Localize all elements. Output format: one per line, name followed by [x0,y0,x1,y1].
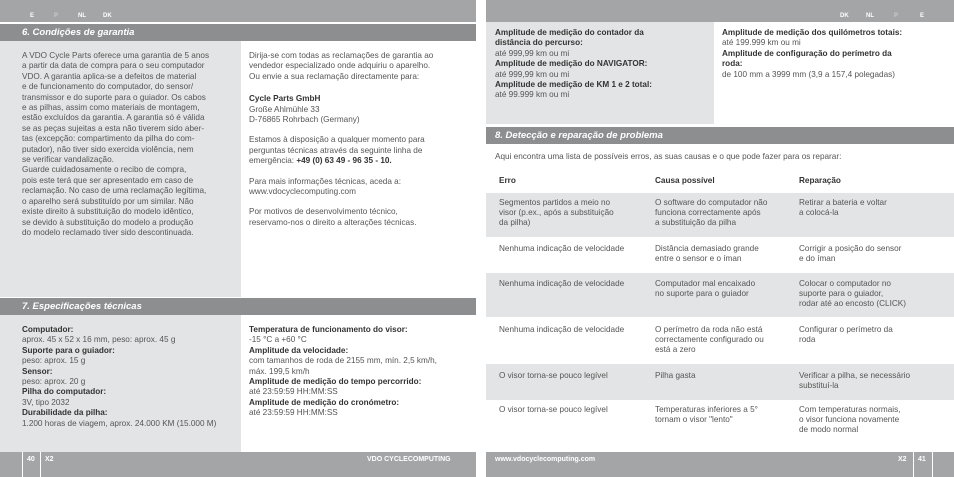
tab-nl[interactable]: NL [866,13,874,19]
row-causa: Temperaturas inferiores a 5° tornam o visor "lento" [655,405,758,424]
row-erro: O visor torna-se pouco legível [499,405,608,414]
text-line: pois este terá que ser apresentado em caso de [22,175,194,185]
section-7-header [0,298,476,315]
page-gutter [476,0,486,22]
address-line: Große Ahlmühle 33 [249,104,320,114]
text-line: reservamo-nos o direito a alterações técnicas. [249,217,417,227]
spec-label: roda: [722,59,743,69]
troubleshoot-intro: Aqui encontra uma lista de possíveis erros, as suas causas e o que pode fazer para os reparar: [495,152,842,161]
text-line: do modelo reclamado tiver sido descontinuada. [22,227,194,237]
spec-value: até 199.999 km ou mi [722,38,801,48]
page-number-right: 41 [918,456,926,463]
text-line: existe direito à substituição do modelo idêntico, [22,207,194,217]
col-header-erro: Erro [499,176,516,185]
spec-value: -15 °C a +60 °C [249,335,307,345]
text-line: A VDO Cycle Parts oferece uma garantia de 5 anos [22,51,210,60]
row-erro: Nenhuma indicação de velocidade [499,325,625,334]
row-erro: Segmentos partidos a meio no visor (p.ex., após a substituição da pilha) [499,198,614,227]
phone-prefix: emergência: [249,156,297,166]
spec-value: aprox. 45 x 52 x 16 mm, peso: aprox. 45 g [22,335,176,345]
spec-value: até 999,99 km ou mi [495,69,570,79]
spec-label: Amplitude de medição do cronómetro: [249,397,400,407]
row-reparacao: Verificar a pilha, se necessário substituí-la [799,371,911,390]
text-line: perguntas técnicas através da seguinte linha de [249,145,423,155]
row-reparacao: Com temperaturas normais, o visor funciona novamente de modo normal [799,405,901,434]
text-line: estão excluídos da garantia. A garantia só é válida [22,113,205,123]
spec-label: Pilha do computador: [22,387,107,397]
spec-value: 1.200 horas de viagem, aprox. 24.000 KM (15.000 M) [22,418,217,428]
text-line: a partir da data de compra para o seu computador [22,61,205,71]
section-title: 7. Especificações técnicas [22,301,142,312]
warranty-contact [249,51,474,228]
row-reparacao: Configurar o perímetro da roda [799,325,893,344]
row-causa: Pilha gasta [655,371,696,380]
text-line: Dirija-se com todas as reclamações de garantia ao [249,51,434,60]
text-line: e de funcionamento do computador, do sensor/ [22,82,194,92]
spec-value: até 23:59:59 HH:MM:SS [249,408,338,418]
row-erro: O visor torna-se pouco legível [499,371,608,380]
text-line: e as pilhas, assim como materiais de montagem, [22,103,200,113]
spec-label: Amplitude de medição do tempo percorrido: [249,377,422,387]
col-header-reparacao: Reparação [799,176,841,185]
language-tabs-left [0,11,476,22]
spec-value: até 23:59:59 HH:MM:SS [249,387,338,397]
row-reparacao: Retirar a bateria e voltar a colocá-la [799,198,887,217]
spec-label: Durabilidade da pilha: [22,408,108,418]
spec-label: Sensor: [22,366,53,376]
text-line: vendedor especializado onde adquiriu o aparelho. [249,61,431,71]
text-line: se as peças sujeitas a esta não tiverem sido aber- [22,123,205,133]
spec-label: distância do percurso: [495,38,583,48]
section-title: 6. Condições de garantia [22,27,135,38]
language-tabs-right [486,11,954,22]
specs-col-1 [22,325,240,429]
website-footer-link[interactable]: www.vdocyclecomputing.com [495,456,596,463]
text-line: Estamos à disposição a qualquer momento para [249,135,425,145]
company-name: Cycle Parts GmbH [249,94,321,104]
text-line: Guarde cuidadosamente o recibo de compra, [22,165,187,175]
row-causa: Computador mal encaixado no suporte para o guiador [655,279,756,298]
section-8-header [486,127,954,144]
footer-divider [40,452,41,477]
specs-col-2 [249,325,475,419]
spec-label: Suporte para o guiador: [22,345,115,355]
tab-nl[interactable]: NL [78,13,86,19]
footer-divider [22,452,23,477]
text-line: putador), não tiver sido exercida violência, nem [22,144,194,154]
row-causa: Distância demasiado grande entre o sensor e o íman [655,244,759,263]
text-line: Para mais informações técnicas, aceda a: [249,176,401,186]
footer-divider [913,452,914,477]
tab-p[interactable]: P [894,13,899,19]
text-line: tas (excepção: compartimento da pilha do com- [22,134,195,144]
model-name-right: X2 [898,456,907,463]
row-causa: O perímetro da roda não está correctamente configurado ou está a zero [655,325,764,354]
spec-label: Amplitude de medição de KM 1 e 2 total: [495,80,652,90]
specs-right-col-1 [495,28,713,101]
spec-label: Amplitude de medição do contador da [495,28,644,37]
tab-dk[interactable]: DK [103,13,112,19]
address-line: D-76865 Rohrbach (Germany) [249,115,360,125]
text-line: VDO. A garantia aplica-se a defeitos de material [22,71,197,81]
spec-label: Amplitude da velocidade: [249,345,349,355]
tab-p[interactable]: P [54,13,59,19]
text-line: Por motivos de desenvolvimento técnico, [249,207,398,217]
model-name-left: X2 [45,456,54,463]
row-causa: O software do computador não funciona correctamente após a substituição da pilha [655,198,768,227]
spec-value: com tamanhos de roda de 2155 mm, mín. 2,5 km/h, [249,356,437,366]
col-header-causa: Causa possível [655,176,715,185]
warranty-text [22,51,237,238]
spec-label: Amplitude de medição do NAVIGATOR: [495,59,648,69]
spec-value: até 99.999 km ou mi [495,90,570,100]
text-line: Ou envie a sua reclamação directamente para: [249,71,420,81]
row-erro: Nenhuma indicação de velocidade [499,279,625,288]
text-line: se verificar vandalização. [22,155,114,165]
specs-right-col-2 [722,28,952,80]
tab-dk[interactable]: DK [840,13,849,19]
spec-value: de 100 mm a 3999 mm (3,9 a 157,4 polegadas) [722,69,895,79]
spec-value: até 999,99 km ou mi [495,48,570,58]
tab-e[interactable]: E [30,13,35,19]
row-erro: Nenhuma indicação de velocidade [499,244,625,253]
phone-number: +49 (0) 63 49 - 96 35 - 10. [296,156,392,166]
tab-e[interactable]: E [920,13,925,19]
spec-value: máx. 199,5 km/h [249,366,310,376]
section-6-header [0,24,476,41]
spec-label: Temperatura de funcionamento do visor: [249,325,408,334]
spec-value: peso: aprox. 20 g [22,377,86,387]
text-line: reclamação. No caso de uma reclamação legítima, [22,186,207,196]
row-reparacao: Corrigir a posição do sensor e do íman [799,244,902,263]
spec-value: 3V, tipo 2032 [22,397,70,407]
page-number-left: 40 [27,456,35,463]
spec-label: Amplitude de configuração do perímetro da [722,48,892,58]
spec-label: Amplitude de medição dos quilómetros totais: [722,28,903,37]
website-link[interactable]: www.vdocyclecomputing.com [249,187,356,197]
row-reparacao: Colocar o computador no suporte para o guiador, rodar até ao encosto (CLICK) [799,279,906,308]
spec-value: peso: aprox. 15 g [22,356,86,366]
spec-label: Computador: [22,325,74,334]
brand-name: VDO CYCLECOMPUTING [367,456,451,463]
text-line: transmissor e do suporte para o guiador. Os cabos [22,92,206,102]
section-title: 8. Detecção e reparação de problema [495,130,663,141]
text-line: o aparelho será substituído por um similar. Não [22,196,194,206]
text-line: se devido à substituição do modelo a produção [22,217,194,227]
footer-divider [932,452,933,477]
